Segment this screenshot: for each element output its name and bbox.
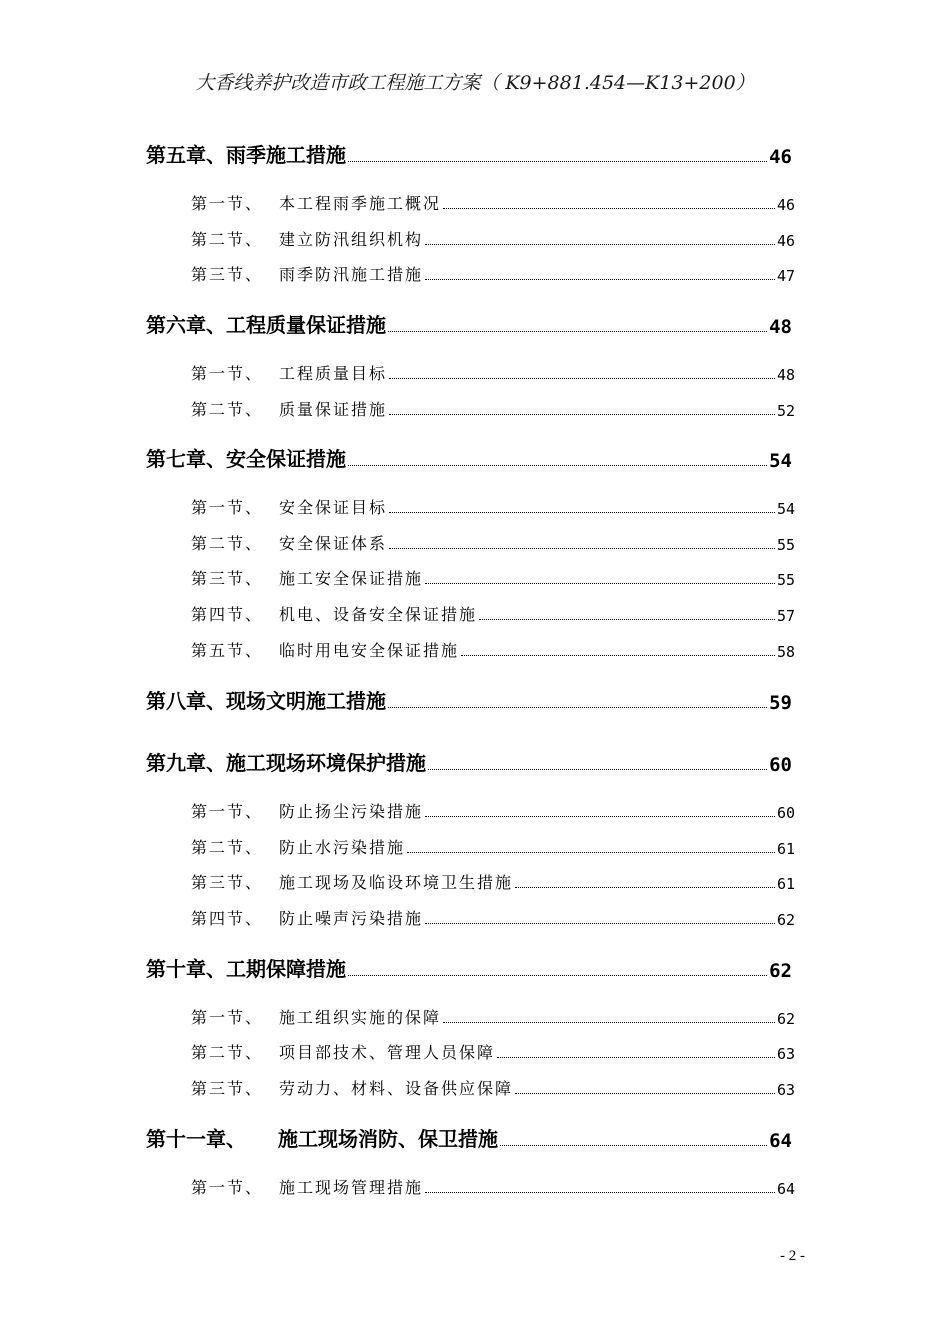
toc-entry-title: 施工现场及临设环境卫生措施 <box>279 873 514 892</box>
toc-leader-dots <box>425 582 775 584</box>
toc-entry-page: 46 <box>776 232 795 250</box>
toc-entry-number: 第九章、 <box>146 751 226 775</box>
toc-entry-page: 58 <box>776 643 795 661</box>
toc-entry-page: 52 <box>776 402 795 420</box>
toc-leader-dots <box>388 330 767 332</box>
toc-entry-number: 第四节、 <box>191 605 264 624</box>
toc-entry-number: 第二节、 <box>191 838 264 857</box>
toc-chapter-entry[interactable] <box>146 746 792 776</box>
toc-leader-dots <box>389 413 775 415</box>
toc-entry-title: 劳动力、材料、设备供应保障 <box>279 1079 514 1098</box>
toc-entry-page: 57 <box>776 607 795 625</box>
toc-entry-number: 第五节、 <box>191 641 264 660</box>
toc-entry-number: 第一节、 <box>191 194 264 213</box>
toc-section-entry[interactable] <box>191 834 795 858</box>
toc-entry-page: 62 <box>769 960 792 982</box>
toc-section-entry[interactable] <box>191 601 795 625</box>
toc-section-entry[interactable] <box>191 226 795 250</box>
toc-entry-page: 48 <box>769 316 792 338</box>
toc-entry-title: 安全保证措施 <box>226 447 346 471</box>
toc-leader-dots <box>425 278 775 280</box>
toc-entry-page: 62 <box>776 911 795 929</box>
toc-section-entry[interactable] <box>191 360 795 384</box>
toc-leader-dots <box>461 654 775 656</box>
toc-entry-title: 雨季防汛施工措施 <box>279 265 424 284</box>
toc-entry-number: 第五章、 <box>146 143 226 167</box>
toc-entry-title: 施工现场消防、保卫措施 <box>278 1127 498 1151</box>
toc-entry-number: 第三节、 <box>191 1079 264 1098</box>
toc-entry-title: 安全保证目标 <box>279 498 388 517</box>
toc-leader-dots <box>443 1021 775 1023</box>
toc-leader-dots <box>425 243 775 245</box>
toc-section-entry[interactable] <box>191 869 795 893</box>
toc-entry-title: 施工组织实施的保障 <box>279 1008 442 1027</box>
toc-entry-page: 54 <box>776 500 795 518</box>
page-number: - 2 - <box>780 1248 805 1264</box>
toc-leader-dots <box>388 706 767 708</box>
toc-leader-dots <box>497 1056 775 1058</box>
toc-leader-dots <box>425 1191 775 1193</box>
toc-entry-page: 54 <box>769 450 792 472</box>
toc-entry-page: 61 <box>776 840 795 858</box>
toc-section-entry[interactable] <box>191 261 795 285</box>
toc-section-entry[interactable] <box>191 1075 795 1099</box>
toc-entry-number: 第十一章、 <box>146 1127 246 1151</box>
toc-entry-number: 第八章、 <box>146 689 226 713</box>
toc-entry-title: 安全保证体系 <box>279 534 388 553</box>
toc-entry-page: 63 <box>776 1045 795 1063</box>
toc-entry-number: 第七章、 <box>146 447 226 471</box>
toc-leader-dots <box>389 377 775 379</box>
toc-section-entry[interactable] <box>191 1174 795 1198</box>
toc-leader-dots <box>515 1092 775 1094</box>
toc-leader-dots <box>479 618 775 620</box>
toc-entry-title: 雨季施工措施 <box>226 143 346 167</box>
toc-leader-dots <box>515 886 775 888</box>
toc-entry-number: 第一节、 <box>191 802 264 821</box>
toc-entry-page: 46 <box>769 146 792 168</box>
toc-section-entry[interactable] <box>191 905 795 929</box>
toc-entry-number: 第十章、 <box>146 957 226 981</box>
toc-entry-number: 第四节、 <box>191 909 264 928</box>
toc-entry-number: 第六章、 <box>146 313 226 337</box>
toc-entry-page: 47 <box>776 267 795 285</box>
toc-section-entry[interactable] <box>191 396 795 420</box>
toc-entry-page: 46 <box>776 196 795 214</box>
toc-leader-dots <box>425 815 775 817</box>
toc-entry-title: 防止水污染措施 <box>279 838 406 857</box>
toc-entry-number: 第一节、 <box>191 1008 264 1027</box>
toc-entry-number: 第二节、 <box>191 1043 264 1062</box>
toc-chapter-entry[interactable] <box>146 1122 792 1152</box>
toc-entry-number: 第一节、 <box>191 498 264 517</box>
toc-entry-title: 防止噪声污染措施 <box>279 909 424 928</box>
toc-entry-title: 现场文明施工措施 <box>226 689 386 713</box>
toc-section-entry[interactable] <box>191 530 795 554</box>
toc-chapter-entry[interactable] <box>146 952 792 982</box>
toc-section-entry[interactable] <box>191 494 795 518</box>
toc-entry-title: 临时用电安全保证措施 <box>279 641 460 660</box>
toc-section-entry[interactable] <box>191 637 795 661</box>
toc-entry-page: 64 <box>769 1130 792 1152</box>
toc-entry-number: 第三节、 <box>191 265 264 284</box>
toc-entry-page: 60 <box>776 804 795 822</box>
toc-entry-page: 55 <box>776 536 795 554</box>
toc-entry-title: 项目部技术、管理人员保障 <box>279 1043 496 1062</box>
toc-chapter-entry[interactable] <box>146 684 792 714</box>
toc-entry-title: 施工安全保证措施 <box>279 569 424 588</box>
toc-leader-dots <box>407 851 775 853</box>
toc-entry-title: 施工现场管理措施 <box>279 1178 424 1197</box>
toc-entry-number: 第二节、 <box>191 400 264 419</box>
toc-entry-title: 防止扬尘污染措施 <box>279 802 424 821</box>
toc-entry-title: 建立防汛组织机构 <box>279 230 424 249</box>
toc-leader-dots <box>348 464 767 466</box>
toc-chapter-entry[interactable] <box>146 138 792 168</box>
toc-entry-title: 工程质量保证措施 <box>226 313 386 337</box>
toc-entry-page: 48 <box>776 366 795 384</box>
toc-entry-number: 第三节、 <box>191 569 264 588</box>
toc-leader-dots <box>500 1144 767 1146</box>
toc-entry-title: 工程质量目标 <box>279 364 388 383</box>
toc-entry-page: 63 <box>776 1081 795 1099</box>
toc-entry-page: 60 <box>769 754 792 776</box>
toc-entry-title: 施工现场环境保护措施 <box>226 751 426 775</box>
toc-entry-number: 第一节、 <box>191 364 264 383</box>
toc-entry-page: 64 <box>776 1180 795 1198</box>
toc-section-entry[interactable] <box>191 1004 795 1028</box>
toc-leader-dots <box>389 547 775 549</box>
toc-leader-dots <box>389 511 775 513</box>
toc-chapter-entry[interactable] <box>146 442 792 472</box>
toc-leader-dots <box>425 922 775 924</box>
toc-section-entry[interactable] <box>191 798 795 822</box>
toc-leader-dots <box>348 974 767 976</box>
toc-leader-dots <box>428 768 767 770</box>
page-header: 大香线养护改造市政工程施工方案（ K9+881.454—K13+200） <box>195 72 755 94</box>
toc-entry-title: 工期保障措施 <box>226 957 346 981</box>
toc-entry-number: 第三节、 <box>191 873 264 892</box>
toc-entry-page: 55 <box>776 571 795 589</box>
toc-entry-title: 本工程雨季施工概况 <box>279 194 442 213</box>
toc-section-entry[interactable] <box>191 190 795 214</box>
toc-chapter-entry[interactable] <box>146 308 792 338</box>
toc-entry-number: 第二节、 <box>191 534 264 553</box>
toc-entry-page: 62 <box>776 1010 795 1028</box>
toc-entry-title: 机电、设备安全保证措施 <box>279 605 478 624</box>
toc-entry-number: 第一节、 <box>191 1178 264 1197</box>
toc-section-entry[interactable] <box>191 565 795 589</box>
toc-leader-dots <box>443 207 775 209</box>
toc-entry-page: 61 <box>776 875 795 893</box>
toc-leader-dots <box>348 160 767 162</box>
toc-entry-title: 质量保证措施 <box>279 400 388 419</box>
toc-entry-page: 59 <box>769 692 792 714</box>
toc-section-entry[interactable] <box>191 1039 795 1063</box>
toc-entry-number: 第二节、 <box>191 230 264 249</box>
